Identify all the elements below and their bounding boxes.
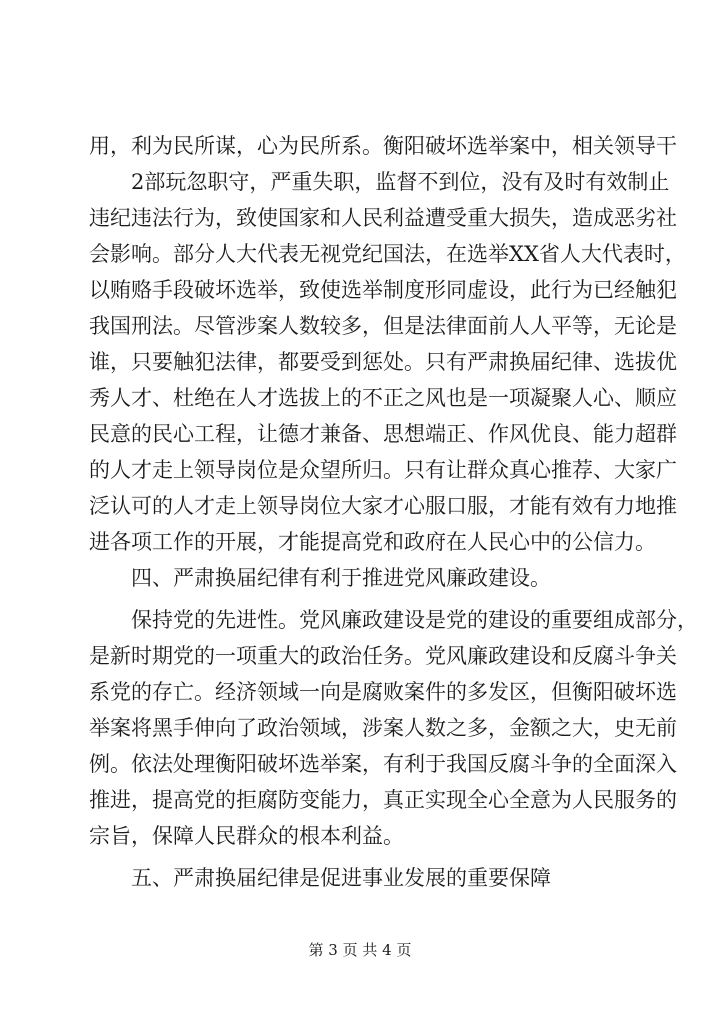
text-line: 泛认可的人才走上领导岗位大家才心服口服，才能有效有力地推 <box>89 494 677 518</box>
text-line: 会影响。部分人大代表无视党纪国法，在选举XX省人大代表时， <box>89 242 686 266</box>
text-line: 系党的存亡。经济领域一向是腐败案件的多发区，但衡阳破坏选 <box>89 680 677 704</box>
text-line: 保持党的先进性。党风廉政建设是党的建设的重要组成部分， <box>131 608 698 632</box>
text-line: 2部玩忽职守，严重失职，监督不到位，没有及时有效制止 <box>131 170 670 194</box>
text-line: 例。依法处理衡阳破坏选举案，有利于我国反腐斗争的全面深入 <box>89 752 677 776</box>
text-line: 举案将黑手伸向了政治领域，涉案人数之多，金额之大，史无前 <box>89 716 677 740</box>
text-line: 谁，只要触犯法律，都要受到惩处。只有严肃换届纪律、选拔优 <box>89 350 677 374</box>
page-number: 第 3 页 共 4 页 <box>308 941 412 959</box>
section-heading: 五、严肃换届纪律是促进事业发展的重要保障 <box>131 866 551 890</box>
text-line: 进各项工作的开展，才能提高党和政府在人民心中的公信力。 <box>89 530 656 554</box>
text-line: 推进，提高党的拒腐防变能力，真正实现全心全意为人民服务的 <box>89 788 677 812</box>
text-line: 用，利为民所谋，心为民所系。衡阳破坏选举案中，相关领导干 <box>89 134 677 158</box>
text-line: 的人才走上领导岗位是众望所归。只有让群众真心推荐、大家广 <box>89 458 677 482</box>
text-line: 秀人才、杜绝在人才选拔上的不正之风也是一项凝聚人心、顺应 <box>89 386 677 410</box>
text-line: 以贿赂手段破坏选举，致使选举制度形同虚设，此行为已经触犯 <box>89 278 677 302</box>
text-line: 是新时期党的一项重大的政治任务。党风廉政建设和反腐斗争关 <box>89 644 677 668</box>
section-heading: 四、严肃换届纪律有利于推进党风廉政建设。 <box>131 566 551 590</box>
text-line: 我国刑法。尽管涉案人数较多，但是法律面前人人平等，无论是 <box>89 314 677 338</box>
text-line: 民意的民心工程，让德才兼备、思想端正、作风优良、能力超群 <box>89 422 677 446</box>
page-footer <box>0 940 720 960</box>
text-line: 违纪违法行为，致使国家和人民利益遭受重大损失，造成恶劣社 <box>89 206 677 230</box>
text-line: 宗旨，保障人民群众的根本利益。 <box>89 824 404 848</box>
